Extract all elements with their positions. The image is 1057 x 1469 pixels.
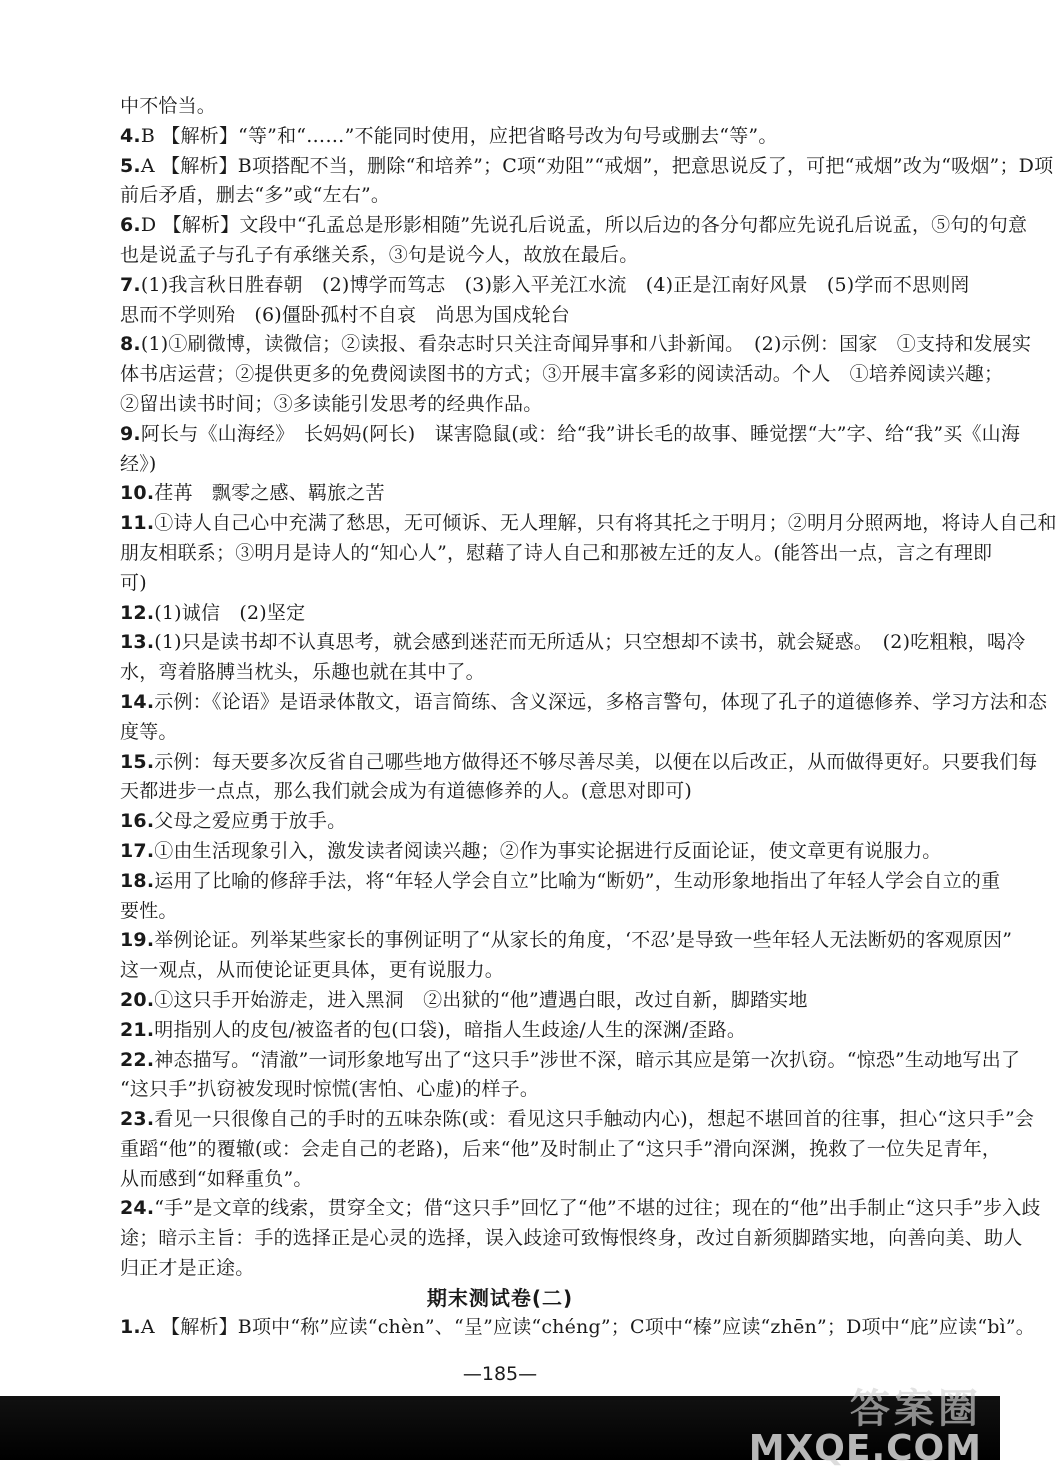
answer-text: 中不恰当。 <box>120 95 217 117</box>
question-number: 23. <box>120 1108 155 1131</box>
page-number: —185— <box>462 1363 538 1385</box>
answer-line <box>120 1254 950 1284</box>
question-number: 17. <box>120 839 155 862</box>
answer-text: 明指别人的皮包/被盗者的包(口袋)，暗指人生歧途/人生的深渊/歪路。 <box>154 1018 747 1041</box>
answer-line <box>120 628 1026 658</box>
answer-line <box>120 1046 1021 1076</box>
answer-text: ①由生活现象引入，激发读者阅读兴趣；②作为事实论据进行反面论证，使文章更有说服力。 <box>154 839 942 862</box>
question-number: 20. <box>120 988 155 1011</box>
question-number: 1. <box>120 1316 141 1338</box>
answer-text: 度等。 <box>120 720 178 743</box>
answer-line <box>120 867 1001 897</box>
answer-line <box>120 1194 1041 1224</box>
answer-line <box>120 1135 1002 1165</box>
answer-text: 可) <box>120 571 147 594</box>
answer-line <box>120 748 1038 778</box>
question-number: 14. <box>120 690 155 713</box>
question-number: 11. <box>120 512 155 535</box>
answer-text: ①这只手开始游走，进入黑洞 ②出狱的“他”遭遇白眼，改过自新，脚踏实地 <box>154 988 808 1011</box>
answer-line <box>120 1075 950 1105</box>
answer-text: 经》) <box>120 452 157 475</box>
answer-text: A 【解析】B项搭配不当，删除“和培养”；C项“劝阻”“戒烟”，把意思说反了，可把“戒烟”改为“吸烟”；D项 <box>140 154 1054 177</box>
answer-line <box>120 1224 1023 1254</box>
answer-text: ②留出读书时间；③多读能引发思考的经典作品。 <box>120 392 543 415</box>
answer-line <box>120 479 950 509</box>
question-number: 4. <box>120 124 141 147</box>
answer-line <box>120 390 950 420</box>
answer-text: 也是说孟子与孔子有承继关系，③句是说今人，故放在最后。 <box>120 243 639 266</box>
answer-text: 要性。 <box>120 899 178 922</box>
question-number: 19. <box>120 929 155 952</box>
answer-text: 体书店运营；②提供更多的免费阅读图书的方式；③开展丰富多彩的阅读活动。个人 ①培养阅读兴趣； <box>120 363 1004 386</box>
answer-text: A 【解析】B项中“称”应读“chèn”、“呈”应读“chéng”；C项中“榛”应读“zhēn”；D项中“庇”应读“bì”。 <box>140 1316 1036 1338</box>
answer-line <box>120 450 950 480</box>
question-number: 13. <box>120 631 155 654</box>
answer-line <box>120 777 950 807</box>
answer-line <box>120 569 950 599</box>
answer-line <box>120 152 1054 182</box>
answer-text: 途；暗示主旨：手的选择正是心灵的选择，误入歧途可致悔恨终身，改过自新须脚踏实地，向善向美、助人 <box>120 1227 1023 1250</box>
question-number: 9. <box>120 422 141 445</box>
answer-line <box>120 658 950 688</box>
answer-text: 归正才是正途。 <box>120 1257 255 1280</box>
answer-text: “这只手”扒窃被发现时惊慌(害怕、心虚)的样子。 <box>120 1078 540 1101</box>
answer-line <box>120 241 950 271</box>
answer-line <box>120 181 950 211</box>
question-number: 8. <box>120 333 141 356</box>
answer-text: (1)诚信 (2)坚定 <box>154 601 306 624</box>
question-number: 22. <box>120 1048 155 1071</box>
answer-line <box>120 1105 1035 1135</box>
answer-line <box>120 301 950 331</box>
answer-line <box>120 837 950 867</box>
question-number: 6. <box>120 214 141 237</box>
question-number: 7. <box>120 273 141 296</box>
watermark <box>749 1388 982 1468</box>
answer-text: 荏苒 飘零之感、羁旅之苦 <box>154 482 385 505</box>
answer-line <box>120 360 1004 390</box>
answer-text: 神态描写。“清澈”一词形象地写出了“这只手”涉世不深，暗示其应是第一次扒窃。“惊恐”生动地写出了 <box>154 1048 1021 1071</box>
answer-line <box>120 539 993 569</box>
question-number: 16. <box>120 810 155 833</box>
answer-text: 运用了比喻的修辞手法，将“年轻人学会自立”比喻为“断奶”，生动形象地指出了年轻人学会自立的重 <box>154 869 1001 892</box>
answer-line <box>120 1313 1036 1343</box>
answer-line <box>120 1016 950 1046</box>
answer-text: (1)我言秋日胜春朝 (2)博学而笃志 (3)影入平羌江水流 (4)正是江南好风景 (5)学而不思则罔 <box>140 273 970 296</box>
answer-text: 阿长与《山海经》 长妈妈(阿长) 谋害隐鼠(或：给“我”讲长毛的故事、睡觉摆“大”字、给“我”买《山海 <box>140 422 1021 445</box>
answer-text: (1)①刷微博，读微信；②读报、看杂志时只关注奇闻异事和八卦新闻。 (2)示例：国家 ①支持和发展实 <box>140 333 1032 356</box>
question-number: 5. <box>120 154 141 177</box>
question-number: 24. <box>120 1197 155 1220</box>
answer-text: (1)只是读书却不认真思考，就会感到迷茫而无所适从；只空想却不读书，就会疑惑。 (2)吃粗粮，喝冷 <box>154 631 1026 654</box>
answer-text: 示例：每天要多次反省自己哪些地方做得还不够尽善尽美，以便在以后改正，从而做得更好。只要我们每 <box>154 750 1038 773</box>
answer-line <box>120 688 1048 718</box>
answer-text: “手”是文章的线索，贯穿全文；借“这只手”回忆了“他”不堪的过往；现在的“他”出手制止“这只手”步入歧 <box>154 1197 1041 1220</box>
question-number: 12. <box>120 601 155 624</box>
answer-line <box>120 92 950 122</box>
answer-line <box>120 986 950 1016</box>
answer-list <box>120 92 1057 1284</box>
answer-text: 父母之爱应勇于放手。 <box>154 810 347 833</box>
answer-line <box>120 211 1028 241</box>
answer-line <box>120 420 1021 450</box>
question-number: 15. <box>120 750 155 773</box>
question-number: 18. <box>120 869 155 892</box>
answer-text: 举例论证。列举某些家长的事例证明了“从家长的角度，‘不忍’是导致一些年轻人无法断奶的客观原因” <box>154 929 1013 952</box>
question-number: 21. <box>120 1018 155 1041</box>
answer-line <box>120 122 950 152</box>
answer-line <box>120 926 1013 956</box>
answer-line <box>120 271 970 301</box>
answer-line <box>120 807 950 837</box>
answer-text: 天都进步一点点，那么我们就会成为有道德修养的人。(意思对即可) <box>120 780 693 803</box>
answer-line <box>120 599 950 629</box>
answer-line <box>120 509 1057 539</box>
answer-text: B 【解析】“等”和“……”不能同时使用，应把省略号改为句号或删去“等”。 <box>140 124 778 147</box>
answer-text: 示例：《论语》是语录体散文，语言简练、含义深远，多格言警句，体现了孔子的道德修养、学习方法和态 <box>154 690 1048 713</box>
answer-line <box>120 330 1032 360</box>
answer-text: 前后矛盾，删去“多”或“左右”。 <box>120 184 391 207</box>
answer-line <box>120 956 950 986</box>
answer-line <box>120 718 950 748</box>
answer-text: 水，弯着胳膊当枕头，乐趣也就在其中了。 <box>120 661 485 684</box>
answer-text: D 【解析】文段中“孔孟总是形影相随”先说孔后说孟，所以后边的各分句都应先说孔后说孟，⑤句的句意 <box>140 214 1028 237</box>
answer-text: 从而感到“如释重负”。 <box>120 1167 313 1190</box>
watermark-url: MXQE.COM <box>748 1428 982 1469</box>
answer-line <box>120 897 950 927</box>
question-number: 10. <box>120 482 155 505</box>
answer-text: ①诗人自己心中充满了愁思，无可倾诉、无人理解，只有将其托之于明月；②明月分照两地，将诗人自己和 <box>154 512 1057 535</box>
answer-line <box>120 1165 950 1195</box>
answer-text: 朋友相联系；③明月是诗人的“知心人”，慰藉了诗人自己和那被左迁的友人。(能答出一点，言之有理即 <box>120 541 993 564</box>
answer-text: 思而不学则殆 (6)僵卧孤村不自哀 尚思为国戍轮台 <box>120 303 570 326</box>
answer-text: 看见一只很像自己的手时的五味杂陈(或：看见这只手触动内心)，想起不堪回首的往事，担心“这只手”会 <box>154 1108 1035 1131</box>
answer-text: 这一观点，从而使论证更具体，更有说服力。 <box>120 959 505 982</box>
section-heading: 期末测试卷(二) <box>426 1286 574 1310</box>
watermark-logo: 答案圈 <box>850 1386 982 1432</box>
answer-text: 重蹈“他”的覆辙(或：会走自己的老路)，后来“他”及时制止了“这只手”滑向深渊，挽救了一位失足青年， <box>120 1137 1002 1160</box>
